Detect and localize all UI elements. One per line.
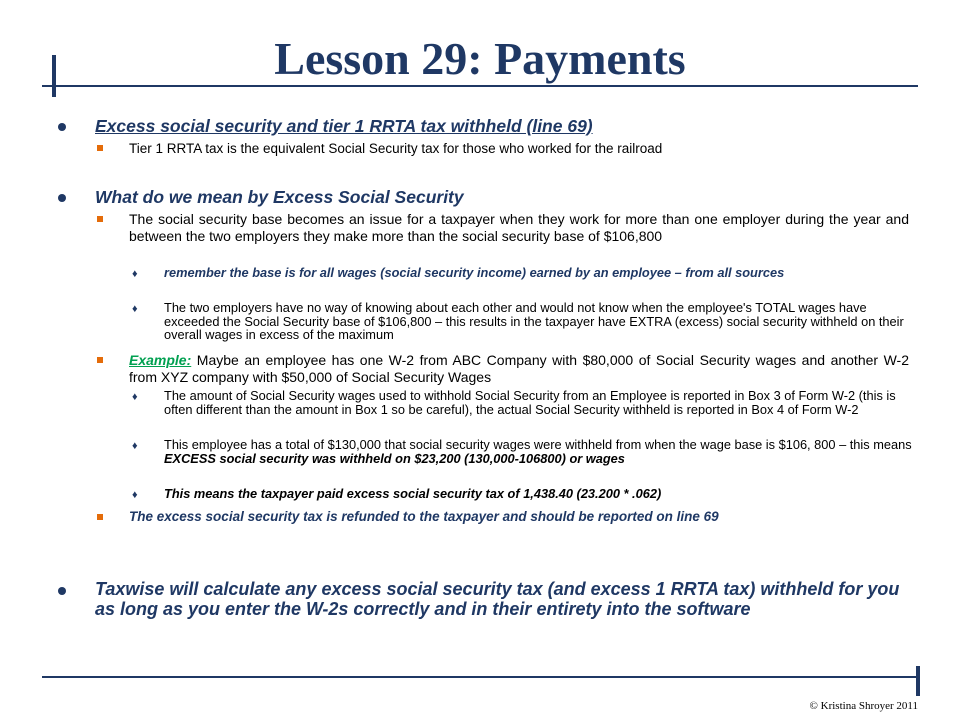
level2-bullet	[97, 514, 103, 520]
base-text: The social security base becomes an issue for a taxpayer when they work for more than one employer during the year and between the two employers they make more than the social security base of $106,800	[129, 211, 909, 244]
diamond-bullet-icon: ♦	[132, 440, 138, 452]
refund-text: The excess social security tax is refunded to the taxpayer and should be reported on line 69	[129, 509, 719, 524]
bottom-horizontal-rule	[42, 676, 920, 678]
level2-bullet	[97, 145, 103, 151]
diamond-bullet-icon: ♦	[132, 391, 138, 403]
two-employers-text: The two employers have no way of knowing about each other and would not know when the employee's TOTAL wages have exceeded the Social Security base of $106,800 – this results in the taxpayer have EXTRA (excess) social security withheld on their overall wages in excess of the maximum	[164, 300, 904, 342]
diamond-bullet-icon: ♦	[132, 268, 138, 280]
slide-title: Lesson 29: Payments	[274, 33, 686, 84]
total-text-plain: This employee has a total of $130,000 that social security wages were withheld from when the wage base is $106, 800 – this means	[164, 437, 912, 452]
total-text-bold: EXCESS social security was withheld on $23,200 (130,000-106800) or wages	[164, 450, 625, 466]
example-text: Maybe an employee has one W-2 from ABC Company with $80,000 of Social Security wages and another W-2 from XYZ company with $50,000 of Social Security Wages	[129, 352, 909, 385]
amount-text: The amount of Social Security wages used to withhold Social Security from an Employee is reported in Box 3 of Form W-2 (this is often different than the amount in Box 1 so be careful), the actual Social Security withheld is reported in Box 4 of Form W-2	[164, 388, 896, 417]
example-label: Example:	[129, 352, 192, 368]
diamond-bullet-icon: ♦	[132, 489, 138, 501]
excess-heading: Excess social security and tier 1 RRTA tax withheld (line 69)	[95, 116, 593, 136]
bottom-right-vertical-rule	[916, 666, 920, 696]
example-paragraph	[129, 352, 909, 386]
diamond-bullet-icon: ♦	[132, 303, 138, 315]
what-heading: What do we mean by Excess Social Security	[95, 187, 464, 207]
level2-bullet	[97, 357, 103, 363]
level1-bullet	[58, 194, 66, 202]
remember-text: remember the base is for all wages (social security income) earned by an employee – from all sources	[164, 265, 785, 280]
taxwise-text: Taxwise will calculate any excess social security tax (and excess 1 RRTA tax) withheld for you as long as you enter the W-2s correctly and in their entirety into the software	[95, 579, 900, 619]
paid-text: This means the taxpayer paid excess social security tax of 1,438.40 (23.200 * .062)	[164, 486, 662, 501]
total-paragraph	[164, 438, 912, 465]
level2-bullet	[97, 216, 103, 222]
level1-bullet	[58, 123, 66, 131]
copyright-notice: © Kristina Shroyer 2011	[809, 700, 918, 712]
level1-bullet	[58, 587, 66, 595]
rrta-note: Tier 1 RRTA tax is the equivalent Social Security tax for those who worked for the railroad	[129, 141, 663, 156]
